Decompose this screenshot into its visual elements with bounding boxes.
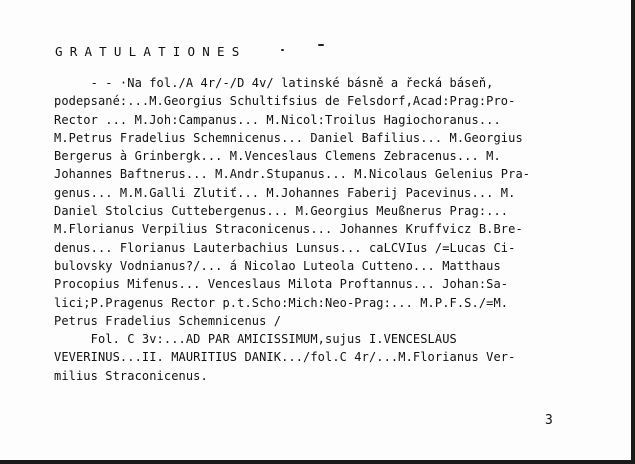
text-line: Daniel Stolcius Cuttebergenus... M.Georgius Meußnerus Prag:... [54,204,509,219]
text-line: - - ·Na fol./A 4r/-/D 4v/ latinské básně a řecká báseň, [54,76,494,90]
scan-speck [318,44,324,46]
text-line: denus... Florianus Lauterbachius Lunsus... caLCVIus /=Lucas Ci- [54,240,516,255]
text-line: genus... M.M.Galli Zlutiť... M.Johannes Faberij Pacevinus... M. [54,185,516,200]
text-line: milius Straconicenus. [54,368,208,383]
text-line: VEVERINUS...II. MAURITIUS DANIK.../fol.C 4r/...M.Florianus Ver- [54,350,516,365]
body-text [54,74,634,385]
text-line: Johannes Baftnerus... M.Andr.Stupanus... M.Nicolaus Gelenius Pra- [54,167,531,182]
text-line: bulovsky Vodnianus?/... á Nicolao Luteola Cutteno... Matthaus [54,258,501,273]
text-line: Petrus Fradelius Schemnicenus / [54,313,282,328]
text-line: lici;P.Pragenus Rector p.t.Scho:Mich:Neo-Prag:... M.P.F.S./=M. [54,295,509,310]
text-line: M.Florianus Verpilius Straconicenus... Johannes Kruffvicz B.Bre- [54,222,523,237]
text-line: Bergerus à Grinbergk... M.Venceslaus Clemens Zebracenus... M. [54,149,501,164]
page-number: 3 [545,413,553,428]
text-line: Procopius Mifenus... Venceslaus Milota Proftannus... Johan:Sa- [54,277,509,292]
section-heading: GRATULATIONES [55,44,247,59]
text-line: podepsané:...M.Georgius Schultifsius de Felsdorf,Acad:Prag:Pro- [54,94,516,109]
text-line: Fol. C 3v:...AD PAR AMICISSIMUM,sujus I.VENCESLAUS [54,332,457,347]
text-line: Rector ... M.Joh:Campanus... M.Nicol:Troilus Hagiochoranus... [54,112,501,127]
scan-speck [281,49,284,51]
text-line: M.Petrus Fradelius Schemnicenus... Daniel Bafilius... M.Georgius [54,130,523,145]
